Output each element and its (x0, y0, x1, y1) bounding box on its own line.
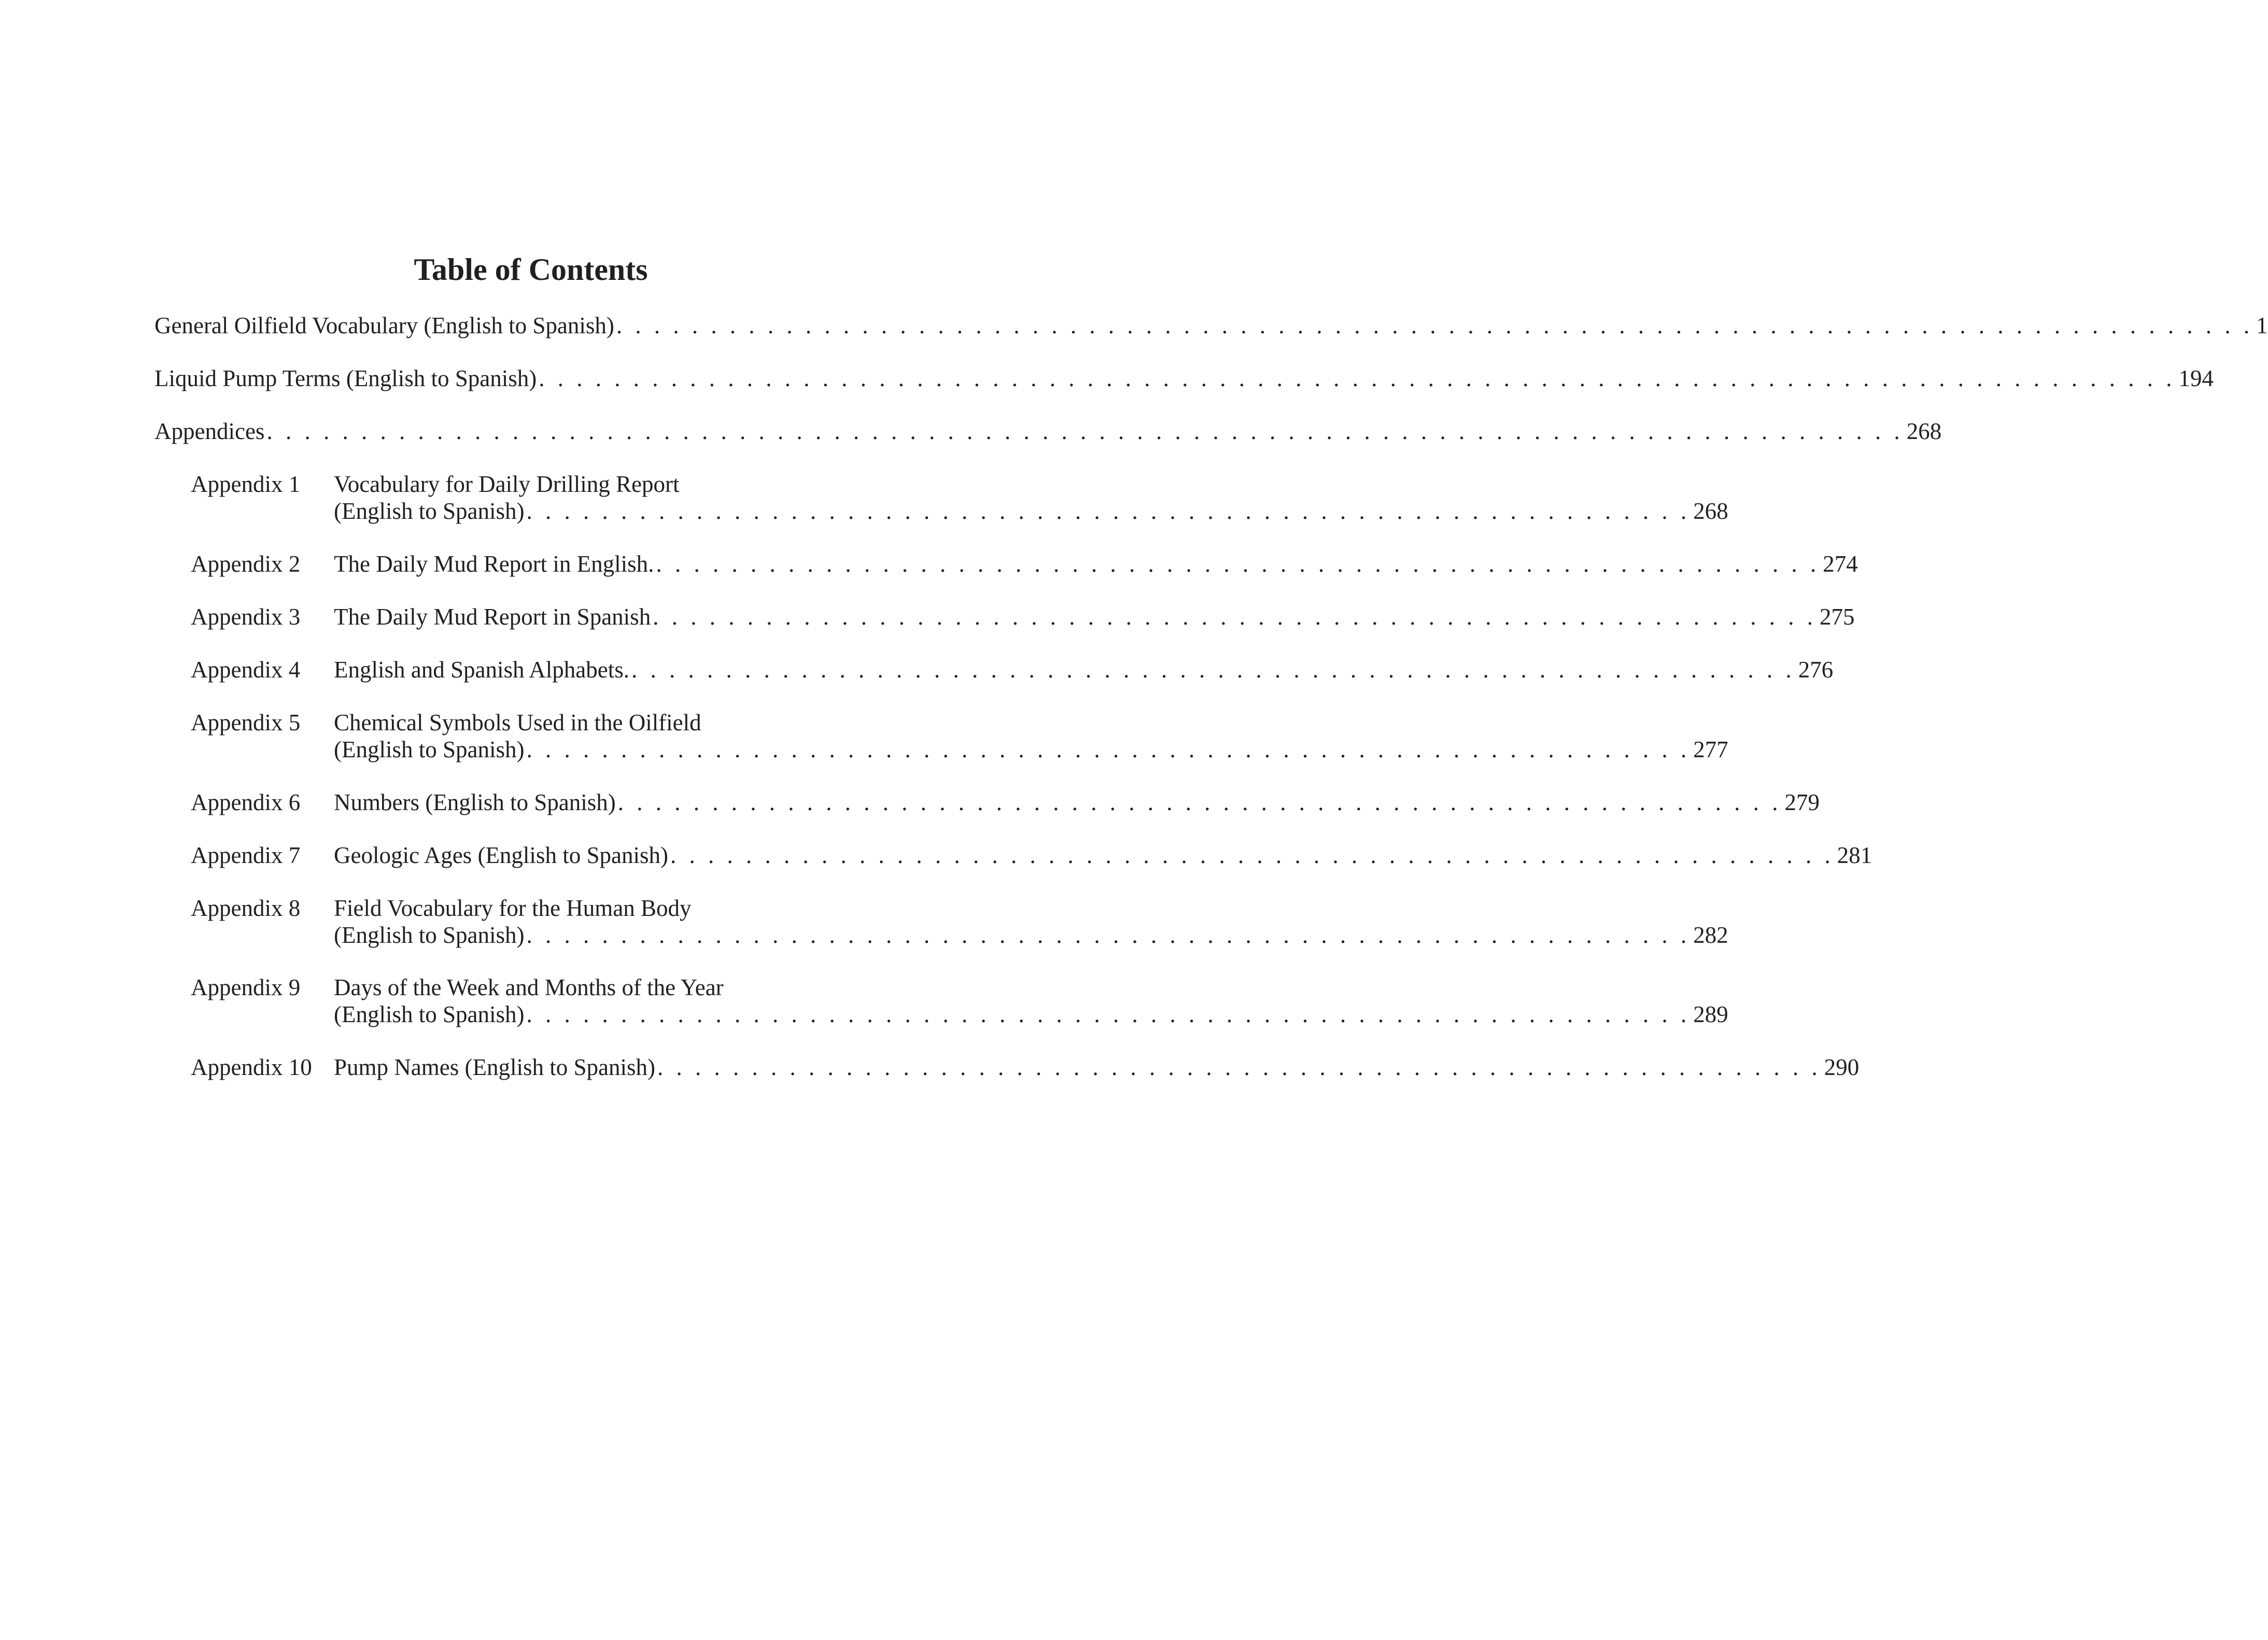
appendix-label: Appendix 8 (191, 895, 301, 921)
toc-page-number: 275 (1819, 604, 1855, 630)
toc-entry-subtitle: (English to Spanish) (334, 737, 525, 762)
appendix-label: Appendix 4 (191, 657, 301, 683)
dot-leader: . . . . . . . . . . . . . . . . . . . . . . . . . . . . . . . . . . . . . . . . . . . . . . . . . . . . . . . . . . . . . . (526, 737, 1691, 762)
toc-entry-subtitle: (English to Spanish) (334, 498, 525, 524)
toc-page-number: 289 (1693, 1001, 1728, 1027)
dot-leader: . . . . . . . . . . . . . . . . . . . . . . . . . . . . . . . . . . . . . . . . . . . . . . . . . . . . . . . . . . . . . . (526, 1001, 1691, 1027)
toc-entry-general-vocabulary[interactable] (154, 312, 2268, 339)
toc-entry-appendix-9[interactable] (154, 974, 1728, 1028)
toc-entry-label: General Oilfield Vocabulary (English to Spanish) (154, 313, 614, 338)
toc-entry-subtitle: (English to Spanish) (334, 1001, 525, 1027)
appendix-label: Appendix 3 (191, 604, 301, 630)
dot-leader: . . . . . . . . . . . . . . . . . . . . . . . . . . . . . . . . . . . . . . . . . . . . . . . . . . . . . . . . . . . . . . (670, 842, 1834, 868)
appendix-label: Appendix 1 (191, 471, 301, 497)
toc-page-number: 194 (2178, 365, 2214, 391)
toc-page-number: 276 (1798, 657, 1834, 683)
dot-leader: . . . . . . . . . . . . . . . . . . . . . . . . . . . . . . . . . . . . . . . . . . . . . . . . . . . . . . . . . . . . . . (656, 551, 1820, 577)
toc-entry-title: The Daily Mud Report in Spanish (334, 604, 651, 630)
appendix-label: Appendix 10 (191, 1054, 312, 1080)
toc-page-number: 268 (1906, 418, 1942, 444)
toc-list (154, 0, 2268, 1640)
toc-entry-title: Vocabulary for Daily Drilling Report (334, 471, 680, 497)
toc-entry-appendix-1[interactable] (154, 471, 1728, 525)
page-title: Table of Contents (414, 252, 648, 287)
dot-leader: . . . . . . . . . . . . . . . . . . . . . . . . . . . . . . . . . . . . . . . . . . . . . . . . . . . . . . . . . . . . . . (526, 922, 1691, 948)
toc-entry-appendices[interactable] (154, 418, 1942, 445)
dot-leader: . . . . . . . . . . . . . . . . . . . . . . . . . . . . . . . . . . . . . . . . . . . . . . . . . . . . . . . . . . . . . . (631, 657, 1795, 683)
toc-entry-title: Field Vocabulary for the Human Body (334, 895, 692, 921)
toc-page-number: 277 (1693, 737, 1728, 762)
toc-entry-appendix-8[interactable] (154, 895, 1728, 949)
appendix-label: Appendix 2 (191, 551, 301, 577)
toc-entry-title: Days of the Week and Months of the Year (334, 974, 724, 1000)
toc-page-number: 1 (2256, 313, 2268, 338)
appendix-label: Appendix 7 (191, 842, 301, 868)
dot-leader: . . . . . . . . . . . . . . . . . . . . . . . . . . . . . . . . . . . . . . . . . . . . . . . . . . . . . . . . . . . . . . . . . . . . . . . . . . . . . . . . . . . . . . . (266, 418, 1904, 444)
dot-leader: . . . . . . . . . . . . . . . . . . . . . . . . . . . . . . . . . . . . . . . . . . . . . . . . . . . . . . . . . . . . . . (653, 604, 1816, 630)
toc-entry-subtitle: (English to Spanish) (334, 922, 525, 948)
toc-entry-appendix-5[interactable] (154, 709, 1728, 763)
toc-entry-liquid-pump-terms[interactable] (154, 365, 2214, 392)
dot-leader: . . . . . . . . . . . . . . . . . . . . . . . . . . . . . . . . . . . . . . . . . . . . . . . . . . . . . . . . . . . . . . (617, 789, 1782, 815)
toc-page-number: 268 (1693, 498, 1728, 524)
toc-entry-title: Geologic Ages (English to Spanish) (334, 842, 668, 868)
toc-entry-title: English and Spanish Alphabets. (334, 657, 629, 683)
appendix-label: Appendix 5 (191, 710, 301, 736)
dot-leader: . . . . . . . . . . . . . . . . . . . . . . . . . . . . . . . . . . . . . . . . . . . . . . . . . . . . . . . . . . . . . . . . . . . . . . . . . . . . . . . . . . . . . . . (616, 313, 2253, 338)
dot-leader: . . . . . . . . . . . . . . . . . . . . . . . . . . . . . . . . . . . . . . . . . . . . . . . . . . . . . . . . . . . . . . (657, 1054, 1821, 1080)
toc-entry-label: Liquid Pump Terms (English to Spanish) (154, 365, 537, 391)
dot-leader: . . . . . . . . . . . . . . . . . . . . . . . . . . . . . . . . . . . . . . . . . . . . . . . . . . . . . . . . . . . . . . . . . . . . . . . . . . . . . . . . . . . . . . . (539, 365, 2176, 391)
toc-entry-title: Pump Names (English to Spanish) (334, 1054, 655, 1080)
dot-leader: . . . . . . . . . . . . . . . . . . . . . . . . . . . . . . . . . . . . . . . . . . . . . . . . . . . . . . . . . . . . . . (526, 498, 1691, 524)
toc-page-number: 282 (1693, 922, 1728, 948)
appendix-label: Appendix 9 (191, 974, 301, 1000)
toc-entry-label: Appendices (154, 418, 265, 444)
toc-page-number: 281 (1837, 842, 1872, 868)
toc-page-number: 274 (1823, 551, 1858, 577)
toc-page-number: 279 (1784, 789, 1820, 815)
appendix-label: Appendix 6 (191, 789, 301, 815)
toc-entry-title: Numbers (English to Spanish) (334, 789, 616, 815)
toc-entry-title: The Daily Mud Report in English. (334, 551, 654, 577)
toc-entry-title: Chemical Symbols Used in the Oilfield (334, 710, 701, 736)
toc-page-number: 290 (1824, 1054, 1860, 1080)
